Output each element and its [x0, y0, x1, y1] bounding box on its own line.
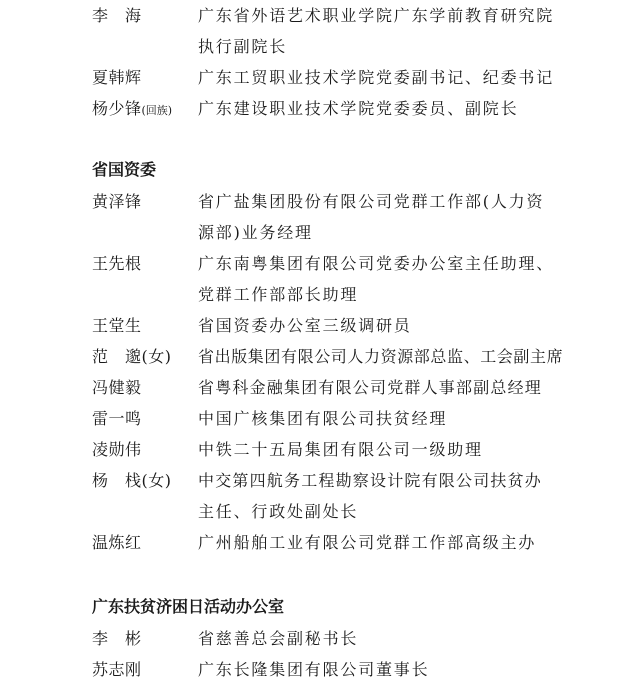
person-name: 李 彬 — [92, 629, 142, 648]
person-title: 省广盐集团股份有限公司党群工作部(人力资 — [198, 192, 545, 211]
list-item — [0, 0, 640, 31]
person-title: 中交第四航务工程勘察设计院有限公司扶贫办 — [198, 471, 543, 490]
person-title: 党群工作部部长助理 — [198, 285, 359, 304]
person-name: 范 邈(女) — [92, 347, 172, 366]
list-item — [0, 465, 640, 496]
ethnicity-note: (回族) — [141, 104, 173, 117]
section-heading: 广东扶贫济困日活动办公室 — [92, 597, 285, 616]
person-title: 省出版集团有限公司人力资源部总监、工会副主席 — [198, 347, 564, 366]
list-item-continuation — [0, 217, 640, 248]
list-item — [0, 654, 640, 685]
person-name: 雷一鸣 — [92, 409, 142, 428]
person-name: 凌勋伟 — [92, 440, 142, 459]
person-name: 黄泽锋 — [92, 192, 142, 211]
person-name: 王堂生 — [92, 316, 142, 335]
person-title: 源部)业务经理 — [198, 223, 313, 242]
person-title: 省国资委办公室三级调研员 — [198, 316, 412, 335]
list-item — [0, 186, 640, 217]
person-name: 温炼红 — [92, 533, 142, 552]
person-name: 杨 栈(女) — [92, 471, 172, 490]
list-item-continuation — [0, 279, 640, 310]
person-title: 执行副院长 — [198, 37, 288, 56]
list-item — [0, 527, 640, 558]
person-name: 夏韩辉 — [92, 68, 142, 87]
person-title: 省粤科金融集团有限公司党群人事部副总经理 — [198, 378, 543, 397]
person-title: 广东省外语艺术职业学院广东学前教育研究院 — [198, 6, 555, 25]
person-title: 中铁二十五局集团有限公司一级助理 — [198, 440, 483, 459]
list-item-continuation — [0, 496, 640, 527]
person-title: 广东工贸职业技术学院党委副书记、纪委书记 — [198, 68, 555, 87]
person-title: 广东南粤集团有限公司党委办公室主任助理、 — [198, 254, 555, 273]
person-title: 中国广核集团有限公司扶贫经理 — [198, 409, 448, 428]
person-title: 省慈善总会副秘书长 — [198, 629, 359, 648]
list-item — [0, 62, 640, 93]
list-item — [0, 310, 640, 341]
person-name: 李 海 — [92, 6, 142, 25]
list-item — [0, 341, 640, 372]
person-name: 冯健毅 — [92, 378, 142, 397]
person-title: 广东长隆集团有限公司董事长 — [198, 660, 430, 679]
list-item — [0, 372, 640, 403]
list-item — [0, 403, 640, 434]
person-name: 苏志刚 — [92, 660, 142, 679]
person-name: 王先根 — [92, 254, 142, 273]
list-item — [0, 93, 640, 124]
person-name: 杨少锋(回族) — [92, 99, 173, 118]
list-item — [0, 434, 640, 465]
person-title: 主任、行政处副处长 — [198, 502, 359, 521]
list-item-continuation — [0, 31, 640, 62]
person-title: 广州船舶工业有限公司党群工作部高级主办 — [198, 533, 537, 552]
list-item — [0, 248, 640, 279]
section-heading: 省国资委 — [92, 160, 157, 179]
person-title: 广东建设职业技术学院党委委员、副院长 — [198, 99, 519, 118]
list-item — [0, 623, 640, 654]
